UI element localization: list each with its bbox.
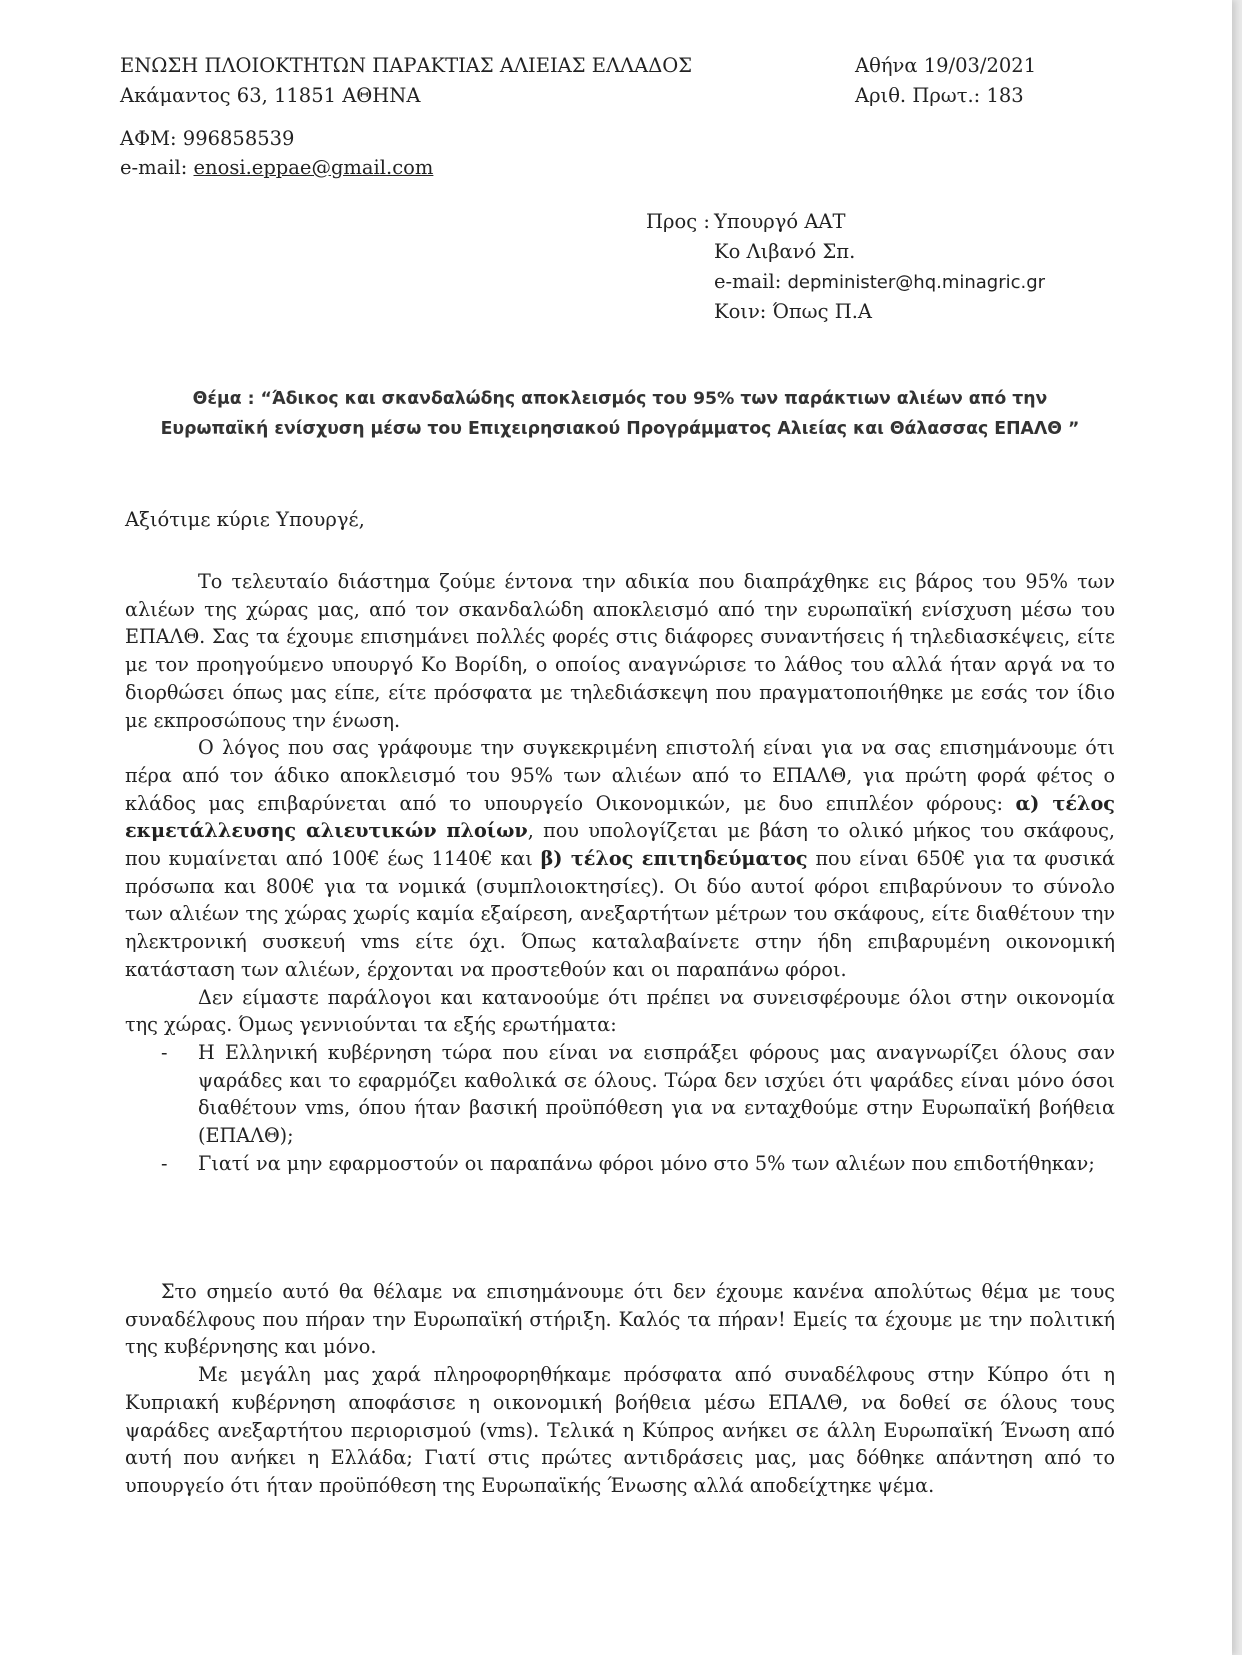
paragraph-2-text-a: Ο λόγος που σας γράφουμε την συγκεκριμένη επιστολή είναι για να σας επισημάνουμε ότι πέρα από τον άδικο αποκλεισμό του 95% των αλιέων από το ΕΠΑΛΘ, για πρώτη φορά φέτος ο κλάδος μας επιβαρύνεται από το υπουργείο Οικονομικών, με δυο επιπλέον φόρους:	[125, 736, 1115, 815]
recipient-name: Κο Λιβανό Σπ.	[714, 240, 856, 263]
letter-body-2	[125, 1278, 1115, 1500]
letter-subject	[120, 384, 1120, 444]
letter-body-1	[125, 568, 1115, 1177]
list-item-text: Η Ελληνική κυβέρνηση τώρα που είναι να εισπράξει φόρους μας αναγνωρίζει όλους σαν ψαράδες και το εφαρμόζει καθολικά σε όλους. Τώρα δεν ισχύει ότι ψαράδες είναι μόνο όσοι διαθέτουν vms, όπου ήταν βασική προϋπόθεση για να ενταχθούμε στην Ευρωπαϊκή βοήθεια (ΕΠΑΛΘ);	[198, 1040, 1115, 1148]
protocol-number: Αριθ. Πρωτ.: 183	[855, 84, 1024, 107]
bullet-dash: -	[161, 1040, 168, 1064]
paragraph-2-text-c: που είναι 650€ για τα φυσικά πρόσωπα και 800€ για τα νομικά (συμπλοιοκτησίες). Οι δύο αυτοί φόροι επιβαρύνουν το σύνολο των αλιέων της χώρας χωρίς καμία εξαίρεση, ανεξαρτήτων μέτρων του σκάφους, είτε διαθέτουν την ηλεκτρονική συσκευή vms είτε όχι. Όπως καταλαβαίνετε στην ήδη επιβαρυμένη οικονομική κατάσταση των αλιέων, έρχονται να προστεθούν και οι παραπάνω φόροι.	[125, 847, 1115, 981]
list-item	[125, 1150, 1115, 1178]
paragraph-3: Δεν είμαστε παράλογοι και κατανοούμε ότι πρέπει να συνεισφέρουμε όλοι στην οικονομία της χώρας. Όμως γεννιούνται τα εξής ερωτήματα:	[125, 985, 1115, 1037]
list-item	[125, 1039, 1115, 1150]
paragraph-1: Το τελευταίο διάστημα ζούμε έντονα την αδικία που διαπράχθηκε εις βάρος του 95% των αλιέων της χώρας μας, από τον σκανδαλώδη αποκλεισμό από την ευρωπαϊκή ενίσχυση μέσω του ΕΠΑΛΘ. Σας τα έχουμε επισημάνει πολλές φορές στις διάφορες συναντήσεις ή τηλεδιασκέψεις, είτε με τον προηγούμενο υπουργό Κο Βορίδη, ο οποίος αναγνώρισε το λάθος του αλλά ήταν αργά να το διορθώσει όπως μας είπε, είτε πρόσφατα με τηλεδιάσκεψη που πραγματοποιήθηκε με εσάς τον ίδιο με εκπροσώπους την ένωση.	[125, 570, 1115, 732]
paragraph-5: Με μεγάλη μας χαρά πληροφορηθήκαμε πρόσφατα από συναδέλφους στην Κύπρο ότι η Κυπριακή κυβέρνηση αποφάσισε η οικονομική βοήθεια μέσω ΕΠΑΛΘ, να δοθεί σε όλους τους ψαράδες ανεξαρτήτου περιορισμού (vms). Τελικά η Κύπρος ανήκει σε άλλη Ευρωπαϊκή Ένωση από αυτή που ανήκει η Ελλάδα; Γιατί στις πρώτες αντιδράσεις μας, μας δόθηκε απάντηση από το υπουργείο ότι ήταν προϋπόθεση της Ευρωπαϊκής Ένωσης αλλά αποδείχτηκε ψέμα.	[125, 1363, 1115, 1497]
tax-item-a: α) τέλος εκμετάλλευσης αλιευτικών πλοίων	[125, 791, 1115, 843]
sender-org: ΕΝΩΣΗ ΠΛΟΙΟΚΤΗΤΩΝ ΠΑΡΑΚΤΙΑΣ ΑΛΙΕΙΑΣ ΕΛΛΑΔΟΣ	[120, 54, 693, 77]
paragraph-4: Στο σημείο αυτό θα θέλαμε να επισημάνουμε ότι δεν έχουμε κανένα απολύτως θέμα με τους συναδέλφους που πήραν την Ευρωπαϊκή στήριξη. Καλός τα πήραν! Εμείς τα έχουμε με την πολιτική της κυβέρνησης και μόνο.	[125, 1280, 1115, 1359]
paragraph-2	[125, 734, 1115, 983]
tax-item-b: β) τέλος επιτηδεύματος	[540, 847, 808, 871]
questions-list	[125, 1039, 1115, 1178]
bullet-dash: -	[161, 1151, 168, 1175]
sender-afm: ΑΦΜ: 996858539	[120, 127, 295, 150]
paragraph-2-text-b: , που υπολογίζεται με βάση το ολικό μήκος του σκάφους, που κυμαίνεται από 100€ έως 1140€ και	[125, 819, 1115, 871]
recipient-email-link[interactable]: depminister@hq.minagric.gr	[787, 272, 1046, 293]
letter-date: Αθήνα 19/03/2021	[855, 54, 1037, 77]
list-item-text: Γιατί να μην εφαρμοστούν οι παραπάνω φόροι μόνο στο 5% των αλιέων που επιδοτήθηκαν;	[198, 1151, 1095, 1175]
subject-line-1: Θέμα : “Άδικος και σκανδαλώδης αποκλεισμός του 95% των παράκτιων αλιέων από την	[192, 389, 1048, 409]
sender-email-line	[120, 153, 433, 182]
recipient-to-label: Προς :	[646, 210, 710, 233]
sender-email-label: e-mail:	[120, 156, 194, 179]
subject-line-2: Ευρωπαϊκή ενίσχυση μέσω του Επιχειρησιακού Προγράμματος Αλιείας και Θάλασσας ΕΠΑΛΘ ”	[160, 419, 1080, 439]
recipient-email-label: e-mail:	[714, 270, 788, 293]
sender-email-link[interactable]: enosi.eppae@gmail.com	[193, 156, 434, 179]
recipient-cc: Κοιν: Όπως Π.Α	[714, 300, 872, 323]
sender-address: Ακάμαντος 63, 11851 ΑΘΗΝΑ	[120, 84, 421, 107]
recipient-email-line	[714, 267, 1045, 297]
salutation: Αξιότιμε κύριε Υπουργέ,	[125, 508, 365, 531]
recipient-to: Υπουργό ΑΑΤ	[714, 210, 846, 233]
